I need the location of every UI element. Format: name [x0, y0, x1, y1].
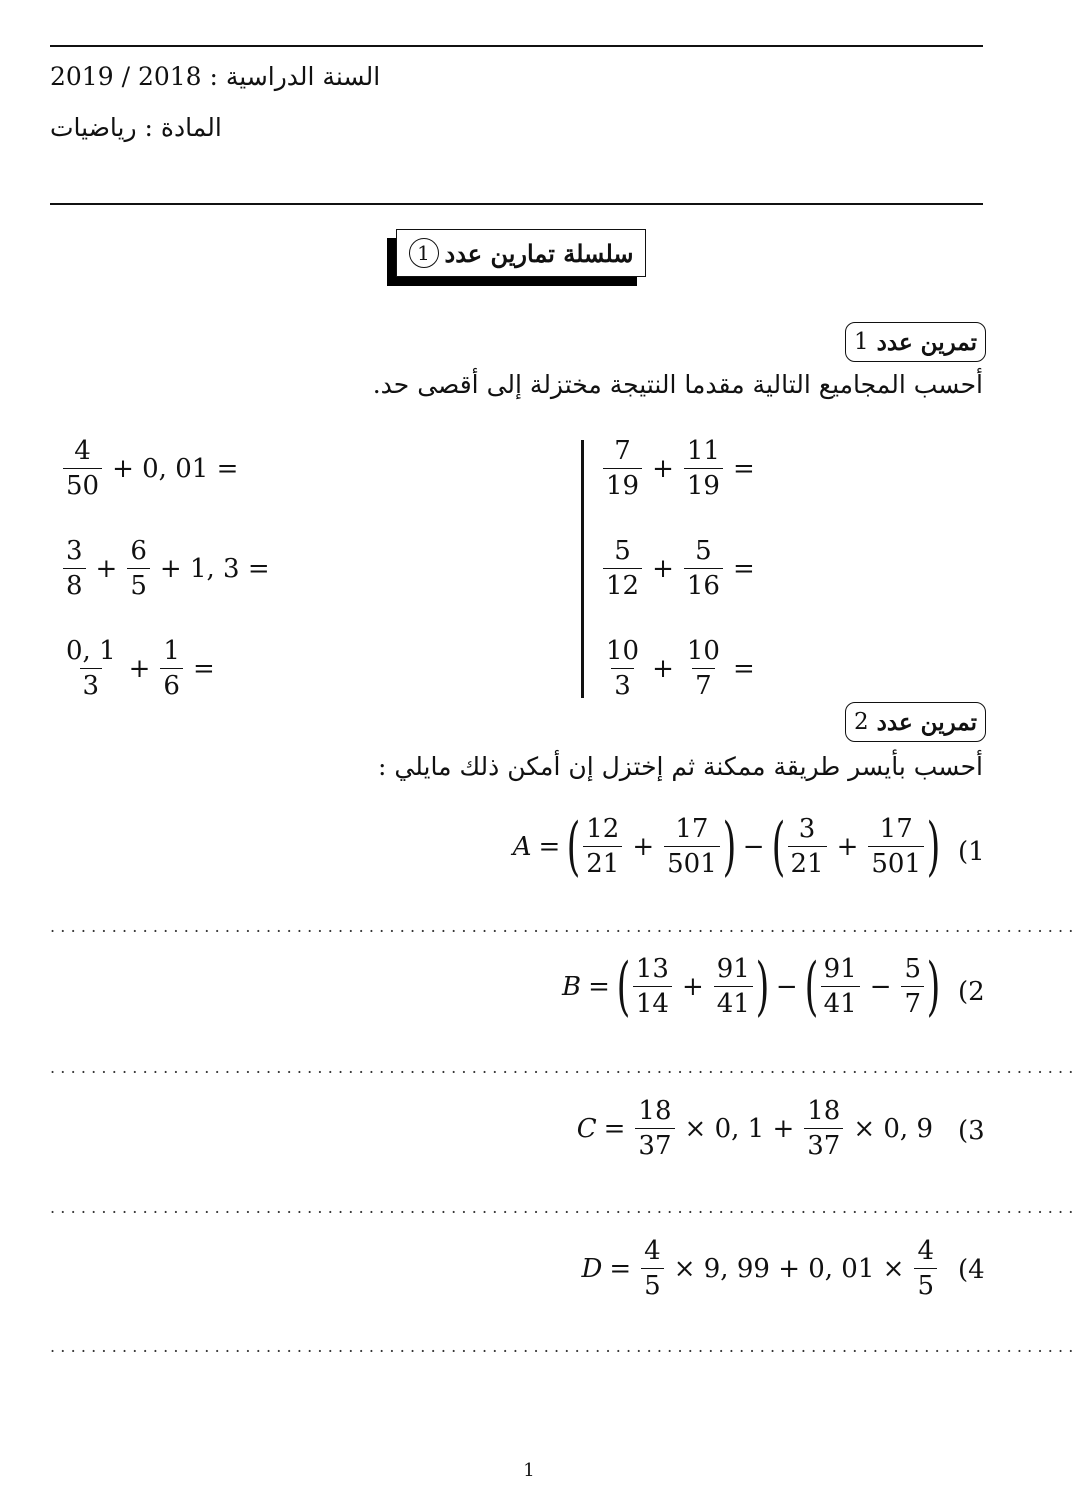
answer-dots-2: ....................................................................................................: [50, 1058, 1079, 1077]
exercise-2-label-text: تمرين عدد: [876, 708, 977, 736]
fraction: $\frac{6}{5}$: [127, 537, 150, 600]
item-number-3: (3: [958, 1116, 985, 1146]
title-text: سلسلة تمارين عدد: [444, 238, 634, 268]
answer-dots-3: ....................................................................................................: [50, 1198, 1079, 1217]
answer-dots-4: ....................................................................................................: [50, 1337, 1079, 1356]
fraction: $\frac{17}{501}$: [664, 815, 720, 878]
header-bottom-rule: [50, 203, 983, 205]
ex1-right-expr-2: $\frac{5}{12}$ + $\frac{5}{16}$ =: [600, 537, 762, 600]
fraction: $\frac{0, 1}{3}$: [66, 636, 116, 701]
school-year: [50, 62, 380, 91]
exercise-1-label-text: تمرين عدد: [876, 328, 977, 356]
fraction: $\frac{5}{7}$: [901, 955, 924, 1018]
fraction: $\frac{18}{37}$: [804, 1097, 843, 1160]
ex1-right-expr-1: $\frac{7}{19}$ + $\frac{11}{19}$ =: [600, 437, 762, 500]
answer-dots-1: ....................................................................................................: [50, 917, 1079, 936]
fraction: $\frac{13}{14}$: [633, 955, 672, 1018]
column-divider: [581, 440, 584, 698]
ex1-left-expr-2: $\frac{3}{8}$ + $\frac{6}{5}$ + 1, 3 =: [60, 537, 277, 600]
fraction: $\frac{1}{6}$: [160, 637, 183, 700]
page-title: [396, 229, 646, 277]
fraction: $\frac{4}{5}$: [914, 1237, 937, 1300]
expression-B: B = ( $\frac{13}{14}$ + $\frac{91}{41}$ ) − ( $\frac{91}{41}$ − $\frac{5}{7}$ ): [562, 950, 941, 1024]
fraction: $\frac{3}{8}$: [63, 537, 86, 600]
fraction: $\frac{3}{21}$: [788, 815, 827, 878]
exercise-2-instruction: أحسب بأيسر طريقة ممكنة ثم إختزل إن أمكن ذلك مايلي :: [378, 752, 983, 781]
ex1-right-expr-3: $\frac{10}{3}$ + $\frac{10}{7}$ =: [600, 637, 762, 700]
ex1-left-expr-3: $\frac{0, 1}{3}$ + $\frac{1}{6}$ =: [60, 637, 222, 700]
school-year-label: السنة الدراسية :: [209, 62, 381, 91]
item-number-1: (1: [958, 837, 985, 867]
school-year-value: 2019 / 2018: [50, 62, 202, 91]
fraction: $\frac{11}{19}$: [684, 437, 723, 500]
expression-D: D = $\frac{4}{5}$ × 9, 99 + 0, 01 × $\frac{4}{5}$: [582, 1237, 940, 1300]
fraction: $\frac{7}{19}$: [603, 437, 642, 500]
fraction: $\frac{91}{41}$: [821, 955, 860, 1018]
fraction: $\frac{10}{7}$: [686, 636, 720, 701]
expression-C: C = $\frac{18}{37}$ × 0, 1 + $\frac{18}{37}$ × 0, 9: [576, 1096, 933, 1161]
fraction: $\frac{12}{21}$: [583, 815, 622, 878]
exercise-1-label: [845, 322, 986, 362]
item-number-4: (4: [958, 1255, 985, 1285]
fraction: $\frac{4}{50}$: [63, 437, 102, 500]
exercise-1-number: 1: [854, 329, 869, 355]
expression-A: A = ( $\frac{12}{21}$ + $\frac{17}{501}$ ) − ( $\frac{3}{21}$ + $\frac{17}{501}$ ): [512, 810, 941, 884]
fraction: $\frac{5}{12}$: [603, 537, 642, 600]
exercise-2-number: 2: [854, 709, 869, 735]
exercise-1-instruction: أحسب المجاميع التالية مقدما النتيجة مختزلة إلى أقصى حد.: [372, 370, 983, 399]
subject-value: رياضيات: [50, 113, 137, 142]
top-rule: [50, 45, 983, 47]
fraction: $\frac{10}{3}$: [606, 636, 640, 701]
fraction: $\frac{4}{5}$: [641, 1237, 664, 1300]
fraction: $\frac{18}{37}$: [635, 1097, 674, 1160]
fraction: $\frac{17}{501}$: [868, 815, 924, 878]
fraction: $\frac{5}{16}$: [684, 537, 723, 600]
fraction: $\frac{91}{41}$: [714, 955, 753, 1018]
subject-label: المادة :: [144, 113, 222, 142]
subject: [50, 113, 222, 142]
ex1-left-expr-1: $\frac{4}{50}$ + 0, 01 =: [60, 437, 245, 500]
page-number: 1: [523, 1460, 535, 1481]
title-number: 1: [409, 238, 439, 268]
exercise-2-label: [845, 702, 986, 742]
item-number-2: (2: [958, 977, 985, 1007]
